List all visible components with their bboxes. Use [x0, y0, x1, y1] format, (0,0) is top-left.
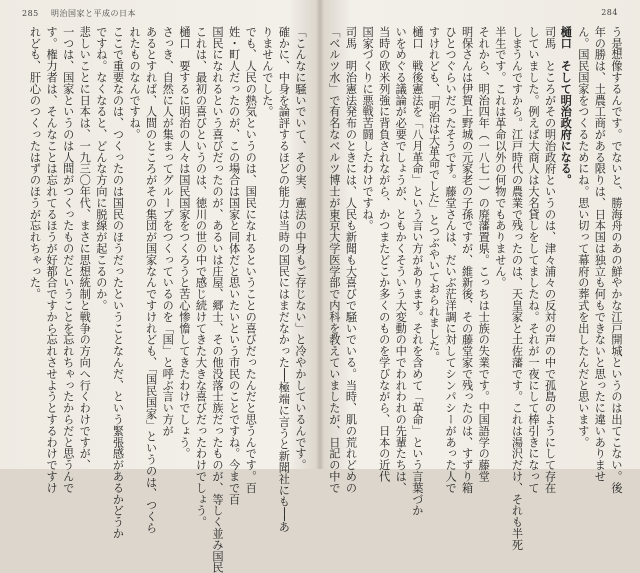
text-line: 姓・町人だったのが、この場合は国家と同体だと思いたいという市民のことですね。今まで百 — [227, 26, 241, 505]
text-line: 樋口 要するに明治の人々は国民国家をつくろうと苦心惨憺してきたわけでしょう。 — [177, 26, 191, 460]
text-line: 当時の欧米列強に背負されながら、かつまたどこか多くのものを学びながら、日本の近代 — [377, 26, 391, 482]
text-line: れども、肝心のつくったはずのほうが忘れちゃった。 — [28, 26, 42, 300]
text-line: 明保さんは伊賀上野城の元家老の子孫ですが、維新後、その藤堂家で残ったのは、すずり箱 — [460, 26, 474, 494]
text-line: れたものなんですね。 — [128, 26, 142, 140]
left-page-header — [22, 8, 136, 19]
text-line: それから、明治四年（一八七一）の廃藩置県。こっちは士族の失業です。中国語学の藤堂 — [477, 26, 491, 482]
running-title: 明治国家と平成の日本 — [50, 9, 136, 18]
left-page-text — [18, 26, 308, 573]
text-line: 年の勝は、土農工商がある限りは、日本国は独立も何もできないと思ったに違いありませ — [593, 26, 607, 482]
text-line: ですね。なくなると、どんな方向に脱線が起こるのか。 — [94, 26, 108, 311]
text-line: しまうんですから。江戸時代の農業で残ったのは、天皇家と土佐藩です。これは湯沢だけ、それも半死 — [510, 26, 524, 551]
text-line: 一つは、国家というのは人間がつくったものだということを忘れちゃったからだと思うんで — [61, 26, 75, 494]
text-line: ひとつぐらいだったそうです。藤堂さんは、だいぶ茫洋調に対してシンパシーがあった人で — [444, 26, 458, 494]
text-line: 悲しいことに日本は、一九三〇年代、まさに思想統制と戦争の方向へ行くわけですが、 — [78, 26, 92, 471]
text-line: 国家づくりに悪戦苦闘したわけですね。 — [361, 26, 375, 232]
right-page-text — [327, 26, 624, 551]
text-line: 半生です。これは革命以外の何物でもありません。 — [493, 26, 507, 289]
text-line: でも、人民の熱気というのは、国民になれるということの喜びだったんだと思うんです。百 — [244, 26, 258, 494]
book-gutter — [316, 0, 324, 469]
text-line: りませんでした。 — [260, 26, 274, 118]
right-page-header — [601, 8, 618, 17]
text-line: 「こんなに騒いでいて、その実、憲法の中身もご存じない」と冷やかしているんです。 — [294, 26, 307, 471]
left-page-number: 285 — [22, 9, 39, 18]
text-line: ん。国民国家をつくるためにね。思い切って幕府の葬式を出したんだと思います。 — [576, 26, 590, 448]
right-page-number: 284 — [601, 8, 618, 17]
text-line: さっき、自然に人が集まってグループをつくっているのを「国」と呼ぶ言い方が — [161, 26, 175, 437]
text-line: す。権力者は、そんなことは忘れてるほうが好都合ですから忘れさせようとするわけですけ — [45, 26, 59, 494]
text-line: 国民になれるという喜びだったのが、あるいは庄屋、郷士、その他没落士族だったものが、等しく並み国民 — [211, 26, 225, 573]
text-line: 確かに、中身を論評するほどの能力は当時の国民にはまだなかった──極端に言うと新聞社にも──あ — [277, 26, 291, 533]
text-line: いをめぐる議論が必要でしょうが、ともかくそういう大変動の中でわれわれの先輩たちは、 — [394, 26, 408, 494]
text-line: これは、最初の喜びというのは、徳川の世の中で感じ続けてきた大きな喜びだったわけでしょう。 — [194, 26, 208, 528]
text-line: 「ベルツ水」で有名なベルツ博士が東京大学医学部で内科を教えていましたが、日記の中で — [327, 26, 341, 494]
text-line: していました。例えば大商人は大名貸しをしてましたね。それが一夜にして棒引きになって — [527, 26, 541, 494]
text-line: あるとすれば、人間のところがその集団が国家なんですけれども、「国民国家」というのは、つくら — [144, 26, 158, 534]
text-line: 樋口 戦後憲法を「八月革命」という言い方があります。それを含めて「革命」という言葉づか — [410, 26, 424, 517]
text-line: 司馬 ところがその明治政府というのは、津々浦々の反対の声の中で孤島のようにして存在 — [543, 26, 557, 494]
text-line: う是想像するんです。でないと、勝海舟のあの鮮やかな江戸開城というのは出てこない。後 — [610, 26, 623, 494]
text-line: 司馬 明治憲法発布のときには、人民も新聞も大喜びで騒いでいる。当時、肌の荒れどめの — [344, 26, 358, 494]
text-line: ここで重要なのは、つくったのは国民のほうだったということなんだ、という緊張感があるかどうか — [111, 26, 125, 539]
text-line: すけれども、「明治は大革命でした」とつぶやいておられました。 — [427, 26, 441, 363]
text-line: 樋口 そして明治政府になる。 — [559, 26, 574, 186]
